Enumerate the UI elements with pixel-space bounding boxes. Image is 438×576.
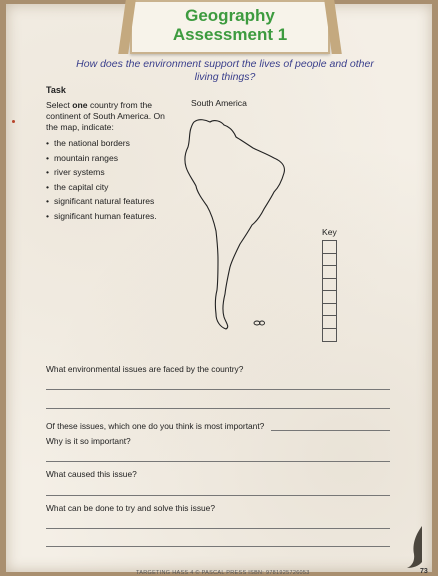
title-line-1: Geography (185, 6, 275, 25)
answer-line[interactable] (46, 461, 390, 462)
title-line-2: Assessment 1 (172, 25, 288, 44)
task-intro-emphasis: one (72, 100, 88, 110)
task-list (46, 136, 157, 224)
continent-outline (185, 120, 284, 329)
task-item: • the national borders (46, 136, 157, 151)
task-item: • significant natural features (46, 194, 157, 209)
question-environmental-issues: What environmental issues are faced by the country? (46, 364, 244, 374)
answer-line[interactable] (46, 389, 390, 390)
answer-line[interactable] (271, 430, 390, 431)
task-intro-end: country from the continent of South America. On the map, indicate: (46, 100, 165, 132)
question-cause: What caused this issue? (46, 469, 137, 479)
key-cell[interactable] (323, 241, 336, 254)
task-item: • river systems (46, 165, 157, 180)
page-curl (404, 524, 424, 570)
question-solution: What can be done to try and solve this issue? (46, 503, 215, 513)
answer-line[interactable] (46, 408, 390, 409)
key-cell[interactable] (323, 266, 336, 279)
map-label: South America (191, 98, 247, 108)
answer-line[interactable] (46, 495, 390, 496)
key-cell[interactable] (323, 316, 336, 329)
key-cell[interactable] (323, 279, 336, 292)
task-item: • the capital city (46, 180, 157, 195)
footer-text: TARGETING HASS 4 © PASCAL PRESS ISBN: 9781925726053 (136, 570, 310, 576)
key-box[interactable] (322, 240, 337, 342)
task-item: • significant human features. (46, 209, 157, 224)
key-cell[interactable] (323, 304, 336, 317)
task-item: • mountain ranges (46, 151, 157, 166)
task-intro (46, 100, 171, 133)
task-intro-start: Select (46, 100, 73, 110)
key-cell[interactable] (323, 254, 336, 267)
task-heading: Task (46, 85, 66, 95)
title-banner (130, 0, 330, 54)
answer-line[interactable] (46, 546, 390, 547)
south-america-outline-map (180, 110, 290, 335)
page-number: 73 (420, 568, 428, 575)
guiding-question: How does the environment support the lives of people and other living things? (76, 58, 374, 83)
key-cell[interactable] (323, 329, 336, 342)
key-cell[interactable] (323, 291, 336, 304)
paper-fleck (12, 120, 15, 123)
question-why-important: Why is it so important? (46, 436, 131, 446)
answer-line[interactable] (46, 528, 390, 529)
key-label: Key (322, 227, 337, 237)
question-most-important: Of these issues, which one do you think is most important? (46, 421, 265, 431)
